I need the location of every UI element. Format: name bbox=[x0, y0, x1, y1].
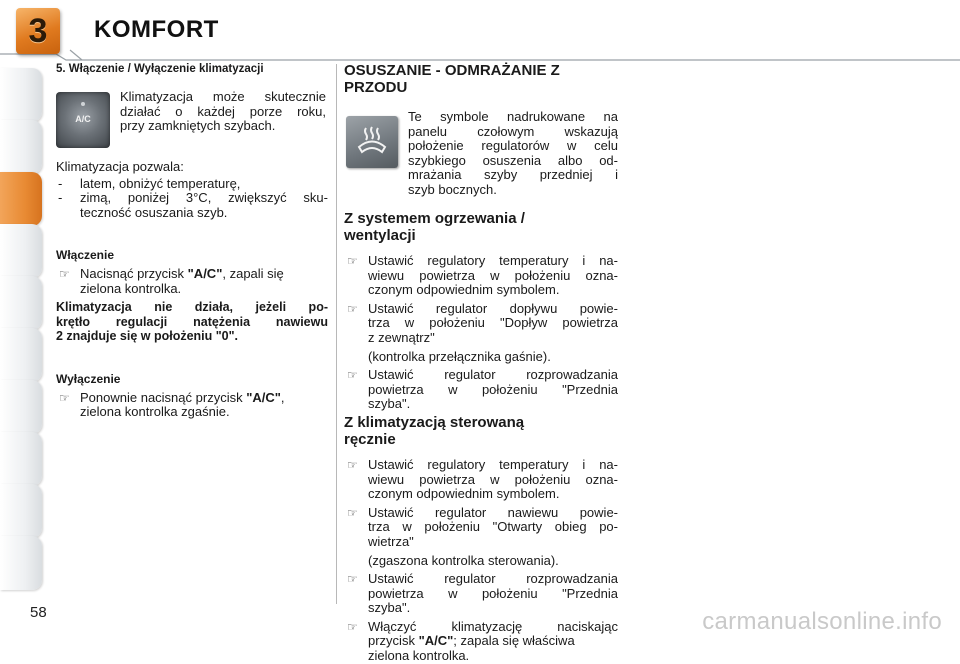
section-title-line: Z klimatyzacją sterowaną bbox=[344, 413, 525, 431]
warning-line: Klimatyzacja nie działa, jeżeli po- bbox=[56, 300, 328, 315]
step-text: wiewu powietrza w położeniu ozna- bbox=[368, 471, 618, 487]
watermark: carmanualsonline.info bbox=[702, 608, 942, 635]
left-column bbox=[56, 62, 328, 420]
pointing-hand-icon: ☞ bbox=[347, 505, 358, 520]
intro-line: działać o każdej porze roku, bbox=[120, 103, 326, 119]
chapter-tab-2[interactable] bbox=[0, 120, 42, 174]
warning-block bbox=[56, 300, 328, 344]
page-number: 58 bbox=[30, 604, 47, 621]
manual-step-4 bbox=[344, 620, 618, 664]
step-text: trza w położeniu "Otwarty obieg po- bbox=[368, 519, 618, 535]
list-item-text: latem, obniżyć temperaturę, bbox=[80, 175, 241, 191]
intro-line: mrażania szyby przedniej i bbox=[408, 167, 618, 183]
step-text: powietrza w położeniu "Przednia bbox=[368, 585, 618, 601]
manual-step-3 bbox=[344, 572, 618, 616]
instruction-text: Nacisnąć przycisk bbox=[80, 265, 188, 281]
heating-step-2 bbox=[344, 302, 618, 346]
chapter-tab-5[interactable] bbox=[0, 276, 42, 330]
step-text: Włączyć klimatyzację naciskając bbox=[368, 618, 618, 634]
chapter-tab-3-active[interactable] bbox=[0, 172, 42, 226]
step-text: z zewnątrz" bbox=[368, 329, 435, 345]
section-title-line: Z systemem ogrzewania / bbox=[344, 210, 525, 227]
intro-line: przy zamkniętych szybach. bbox=[120, 118, 276, 134]
header-rule bbox=[0, 48, 960, 62]
on-instruction bbox=[56, 267, 328, 296]
list-item: - zimą, poniżej 3°C, zwiększyć sku- teczność osuszania szyb. bbox=[58, 190, 328, 220]
page-title: KOMFORT bbox=[94, 16, 219, 43]
intro-line: położenie regulatorów w celu bbox=[408, 138, 618, 154]
pointing-hand-icon: ☞ bbox=[347, 368, 358, 383]
instruction-text: zielona kontrolka zgaśnie. bbox=[80, 404, 230, 420]
warning-line: 2 znajduje się w położeniu "0". bbox=[56, 329, 239, 344]
chapter-tab-9[interactable] bbox=[0, 484, 42, 538]
manual-note: (zgaszona kontrolka sterowania). bbox=[368, 552, 559, 568]
step-text: Ustawić regulatory temperatury i na- bbox=[368, 253, 618, 268]
ac-button-label: A/C bbox=[75, 114, 91, 124]
step-text: Ustawić regulator rozprowadzania bbox=[368, 571, 618, 587]
intro-line: panelu czołowym wskazują bbox=[408, 123, 618, 139]
manual-ac-title bbox=[344, 414, 618, 448]
off-title: Wyłączenie bbox=[56, 371, 121, 386]
list-item-text: zimą, poniżej 3°C, zwiększyć sku- bbox=[80, 190, 328, 206]
chapter-tab-10[interactable] bbox=[0, 536, 42, 590]
list-item: - latem, obniżyć temperaturę, bbox=[58, 175, 241, 191]
chapter-tab-7[interactable] bbox=[0, 380, 42, 434]
ac-button-reference: "A/C" bbox=[418, 633, 454, 649]
instruction-text: , zapali się bbox=[222, 265, 284, 281]
defrost-intro-text bbox=[408, 110, 618, 198]
step-text: powietrza w położeniu "Przednia bbox=[368, 381, 618, 397]
ac-button-icon bbox=[56, 92, 110, 148]
chapter-tabs bbox=[0, 60, 48, 580]
intro-line: Te symbole nadrukowane na bbox=[408, 109, 618, 124]
pointing-hand-icon: ☞ bbox=[347, 301, 358, 316]
chapter-badge: 3 bbox=[16, 8, 60, 54]
pointing-hand-icon: ☞ bbox=[347, 254, 358, 268]
on-title: Włączenie bbox=[56, 248, 115, 263]
ac-button-reference: "A/C" bbox=[187, 265, 223, 281]
right-column bbox=[344, 62, 618, 664]
pointing-hand-icon: ☞ bbox=[347, 572, 358, 587]
heating-title bbox=[344, 210, 618, 244]
step-text: trza w położeniu "Dopływ powietrza bbox=[368, 315, 618, 331]
step-text: zielona kontrolka. bbox=[368, 648, 470, 664]
pointing-hand-icon: ☞ bbox=[59, 266, 70, 281]
manual-step-2 bbox=[344, 506, 618, 550]
intro-line: szybkiego osuszenia albo od- bbox=[408, 152, 618, 168]
step-text: Ustawić regulator dopływu powie- bbox=[368, 300, 618, 316]
pointing-hand-icon: ☞ bbox=[347, 457, 358, 472]
intro-line: szyb bocznych. bbox=[408, 181, 497, 197]
heating-step-1 bbox=[344, 254, 618, 298]
defrost-title bbox=[344, 62, 618, 96]
manual-step-1 bbox=[344, 458, 618, 502]
section-title-line: OSUSZANIE - ODMRAŻANIE Z bbox=[344, 62, 560, 79]
instruction-text: Ponownie nacisnąć przycisk bbox=[80, 389, 247, 405]
step-text: Ustawić regulator nawiewu powie- bbox=[368, 504, 618, 520]
step-text: szyba". bbox=[368, 396, 411, 412]
intro-line: Klimatyzacja może skutecznie bbox=[120, 89, 326, 104]
ac-allows-text: Klimatyzacja pozwala: bbox=[56, 159, 184, 174]
chapter-tab-1[interactable] bbox=[0, 68, 42, 122]
section-title-line: wentylacji bbox=[344, 227, 416, 244]
section-title-line: PRZODU bbox=[344, 79, 408, 96]
instruction-text: zielona kontrolka. bbox=[80, 280, 182, 296]
warning-line: krętło regulacji natężenia nawiewu bbox=[56, 314, 328, 329]
ac-intro-text bbox=[120, 90, 326, 134]
step-text: wiewu powietrza w położeniu ozna- bbox=[368, 267, 618, 283]
column-divider bbox=[336, 64, 337, 604]
step-text: Ustawić regulator rozprowadzania bbox=[368, 367, 618, 383]
step-text: Ustawić regulatory temperatury i na- bbox=[368, 456, 618, 472]
step-text: czonym odpowiednim symbolem. bbox=[368, 486, 560, 502]
instruction-text: , bbox=[280, 389, 285, 405]
chapter-tab-6[interactable] bbox=[0, 328, 42, 382]
list-item-text: teczność osuszania szyb. bbox=[80, 204, 228, 220]
step-text: czonym odpowiednim symbolem. bbox=[368, 282, 560, 298]
off-instruction bbox=[56, 391, 328, 420]
heating-note: (kontrolka przełącznika gaśnie). bbox=[368, 348, 551, 364]
pointing-hand-icon: ☞ bbox=[347, 619, 358, 634]
step-text: przycisk bbox=[368, 633, 419, 649]
step-text: szyba". bbox=[368, 600, 411, 616]
ac-section-heading: 5. Włączenie / Wyłączenie klimatyzacji bbox=[56, 63, 264, 75]
step-text: wietrza" bbox=[368, 533, 414, 549]
ac-intro-block bbox=[56, 90, 328, 154]
heating-step-3 bbox=[344, 368, 618, 412]
step-text: ; zapala się właściwa bbox=[453, 633, 575, 649]
chapter-tab-4[interactable] bbox=[0, 224, 42, 278]
page-header bbox=[0, 0, 960, 62]
section-title-line: ręcznie bbox=[344, 430, 396, 448]
ac-button-reference: "A/C" bbox=[246, 389, 281, 405]
ac-led-dot bbox=[81, 102, 85, 106]
pointing-hand-icon: ☞ bbox=[59, 390, 70, 405]
defrost-intro-block bbox=[344, 110, 618, 202]
front-defrost-icon bbox=[346, 116, 398, 168]
chapter-tab-8[interactable] bbox=[0, 432, 42, 486]
